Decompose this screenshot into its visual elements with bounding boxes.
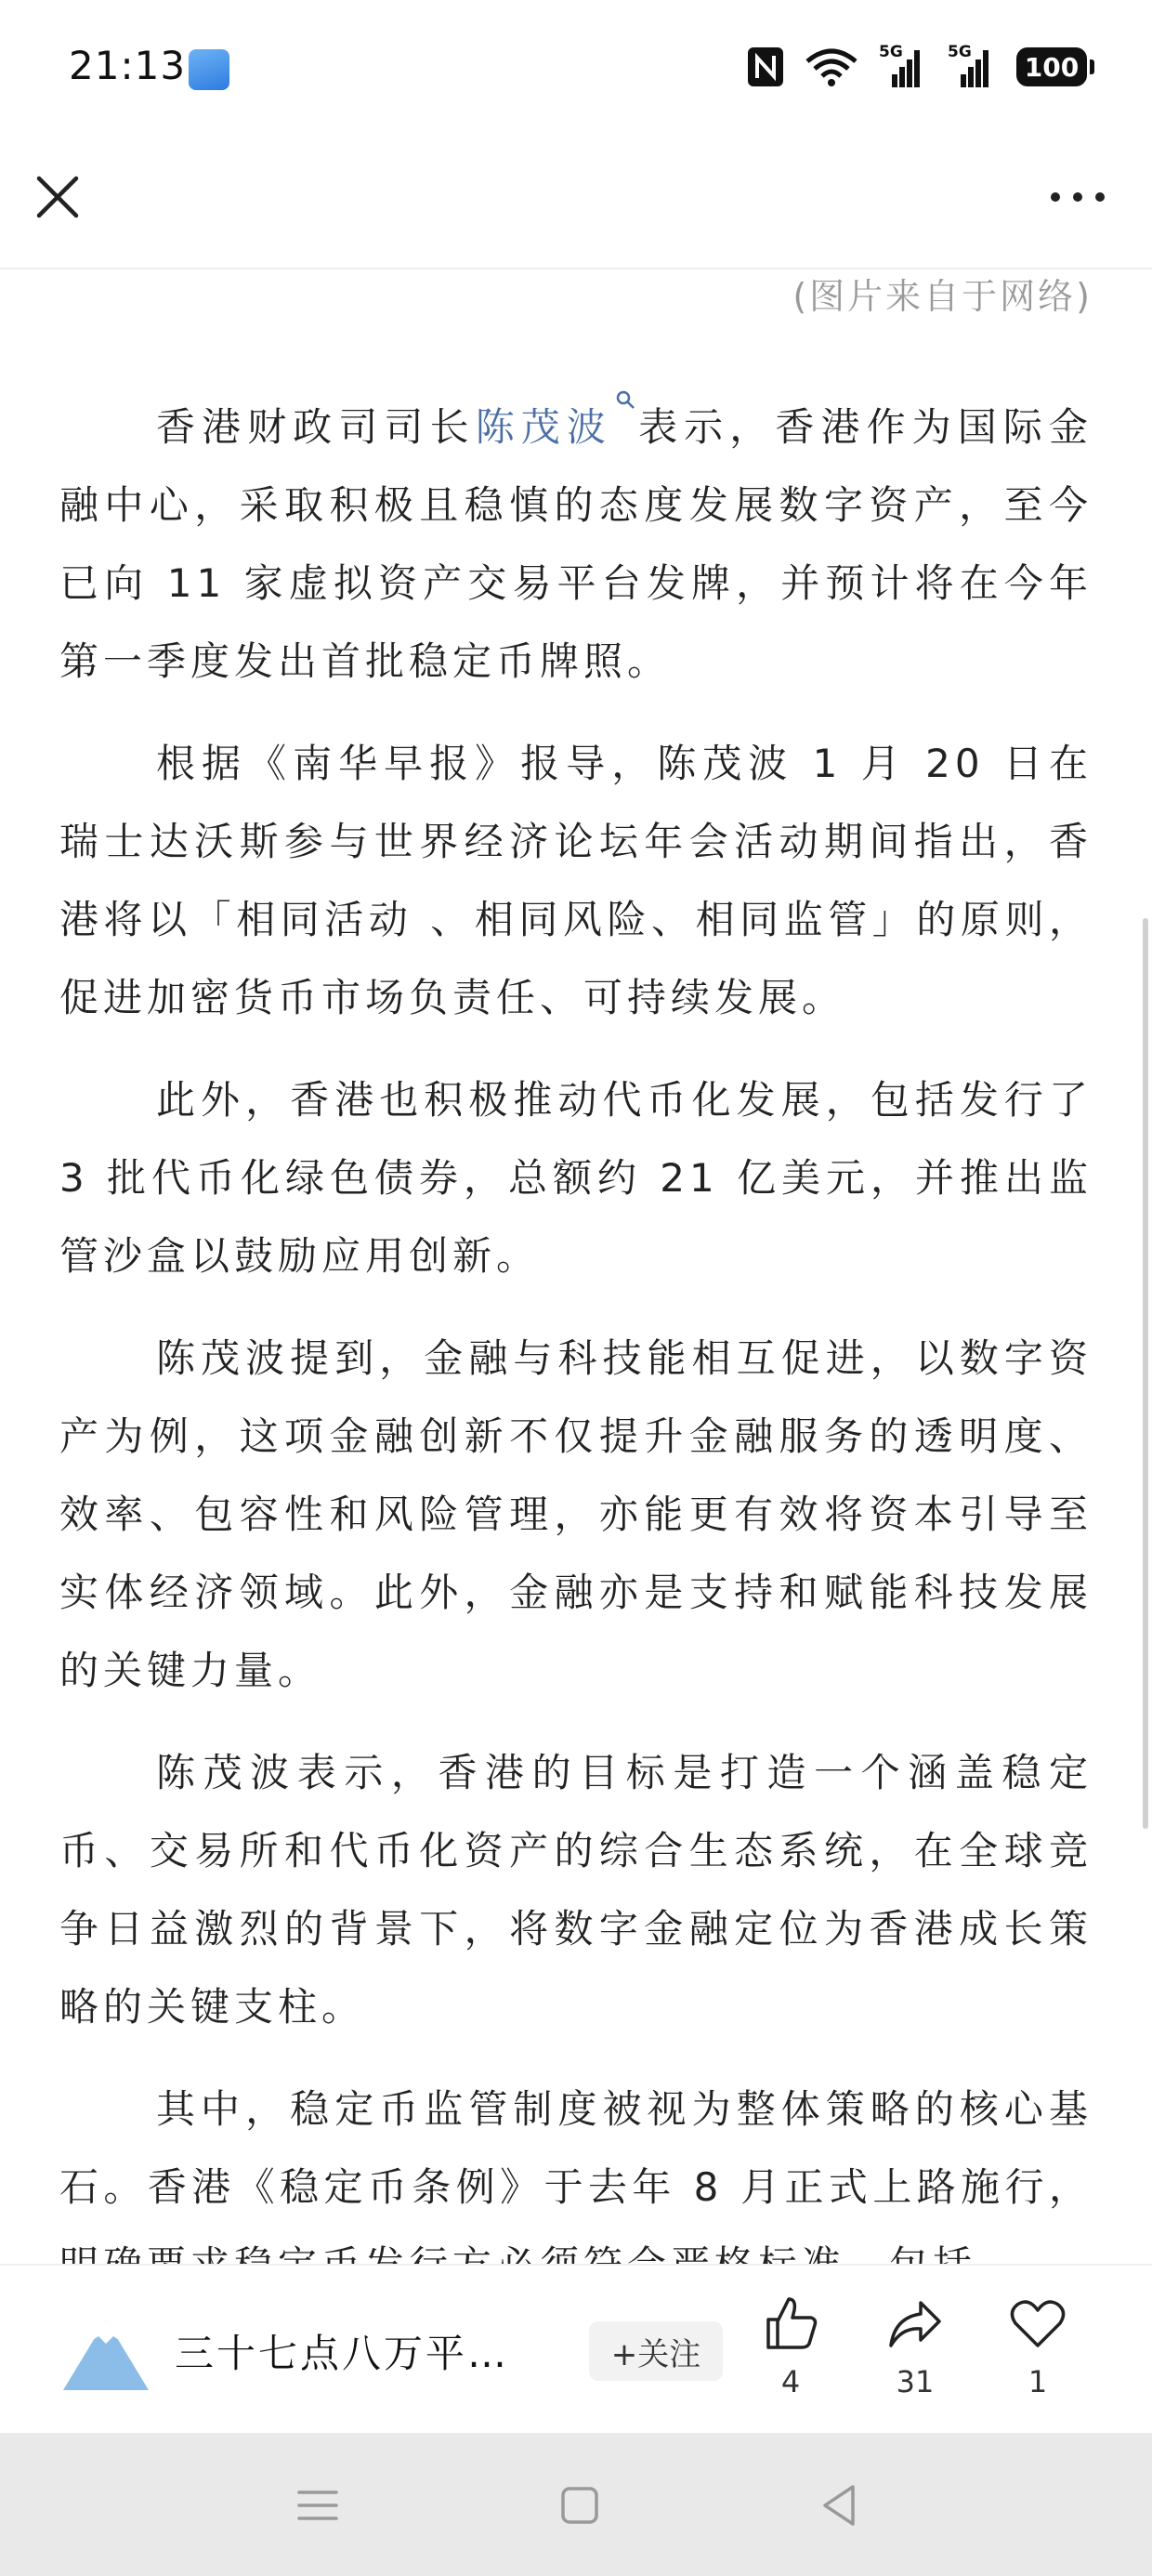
favorite-count: 1 bbox=[1028, 2364, 1048, 2399]
action-bar bbox=[0, 2264, 1152, 2435]
navigation-bar bbox=[0, 2433, 1152, 2576]
article-paragraph: 陈茂波提到，金融与科技能相互促进，以数字资产为例，这项金融创新不仅提升金融服务的透明度、效率、包容性和风险管理，亦能更有效将资本引导至实体经济领域。此外，金融亦是支持和赋能科技发展的关键力量。 bbox=[59, 1335, 1093, 1693]
chart-app-icon bbox=[189, 49, 229, 90]
article-paragraph: 根据《南华早报》报导，陈茂波 1 月 20 日在瑞士达沃斯参与世界经济论坛年会活动期间指出，香港将以「相同活动 、相同风险、相同监管」的原则，促进加密货币市场负责任、可持续发展。 bbox=[59, 741, 1093, 1020]
nfc-icon bbox=[747, 46, 784, 87]
battery-icon bbox=[1016, 47, 1087, 86]
search-icon[interactable] bbox=[614, 388, 636, 411]
more-dots-icon[interactable] bbox=[1041, 171, 1115, 223]
article-paragraph bbox=[59, 388, 1093, 701]
wifi-icon bbox=[805, 46, 858, 87]
article-body bbox=[0, 268, 1152, 2264]
article-paragraph: 其中，稳定币监管制度被视为整体策略的核心基石。香港《稳定币条例》于去年 8 月正式上路施行， bbox=[59, 2086, 1093, 2210]
article-paragraph: 此外，香港也积极推动代币化发展，包括发行了 3 批代币化绿色债券，总额约 21 亿美元，并推出监管沙盒以鼓励应用创新。 bbox=[59, 1077, 1093, 1279]
follow-button[interactable]: +关注 bbox=[589, 2321, 723, 2381]
paragraph-text: 香港财政司司长 bbox=[156, 404, 476, 450]
status-icons bbox=[747, 43, 1087, 87]
scrollbar[interactable] bbox=[1143, 918, 1148, 1829]
signal-5g-icon: 5G bbox=[879, 46, 927, 87]
close-icon[interactable] bbox=[28, 167, 87, 227]
share-button[interactable] bbox=[859, 2293, 971, 2399]
home-icon[interactable] bbox=[552, 2477, 608, 2533]
person-link[interactable]: 陈茂波 bbox=[475, 404, 612, 450]
heart-icon bbox=[1008, 2293, 1067, 2353]
article-paragraphs bbox=[59, 388, 1093, 2329]
share-arrow-icon bbox=[885, 2293, 945, 2353]
article-paragraph: 陈茂波表示，香港的目标是打造一个涵盖稳定币、交易所和代币化资产的综合生态系统，在全球竞争日益激烈的背景下，将数字金融定位为香港成长策略的关键支柱。 bbox=[59, 1750, 1093, 2030]
battery-level: 100 bbox=[1024, 51, 1080, 83]
like-button[interactable] bbox=[735, 2293, 846, 2399]
favorite-button[interactable] bbox=[982, 2293, 1093, 2399]
image-caption: (图片来自于网络) bbox=[792, 276, 1093, 317]
status-bar bbox=[0, 0, 1152, 139]
share-count: 31 bbox=[896, 2364, 935, 2399]
thumbs-up-icon bbox=[761, 2293, 820, 2353]
top-bar bbox=[0, 139, 1152, 269]
paragraph-text: 表示，香港作为国际金融中心，采取积极且稳慎的态度发展数字资产，至今已向 11 家虚拟资产交易平台发牌，并预计将在今年第一季度发出首批稳定币牌照。 bbox=[59, 404, 1093, 684]
back-icon[interactable] bbox=[812, 2477, 868, 2533]
menu-icon[interactable] bbox=[290, 2477, 346, 2533]
signal-5g-icon: 5G bbox=[948, 46, 996, 87]
author-avatar[interactable] bbox=[59, 2307, 152, 2396]
status-time: 21:13 bbox=[69, 43, 187, 88]
like-count: 4 bbox=[780, 2364, 801, 2399]
author-name[interactable]: 三十七点八万平… bbox=[175, 2331, 510, 2376]
